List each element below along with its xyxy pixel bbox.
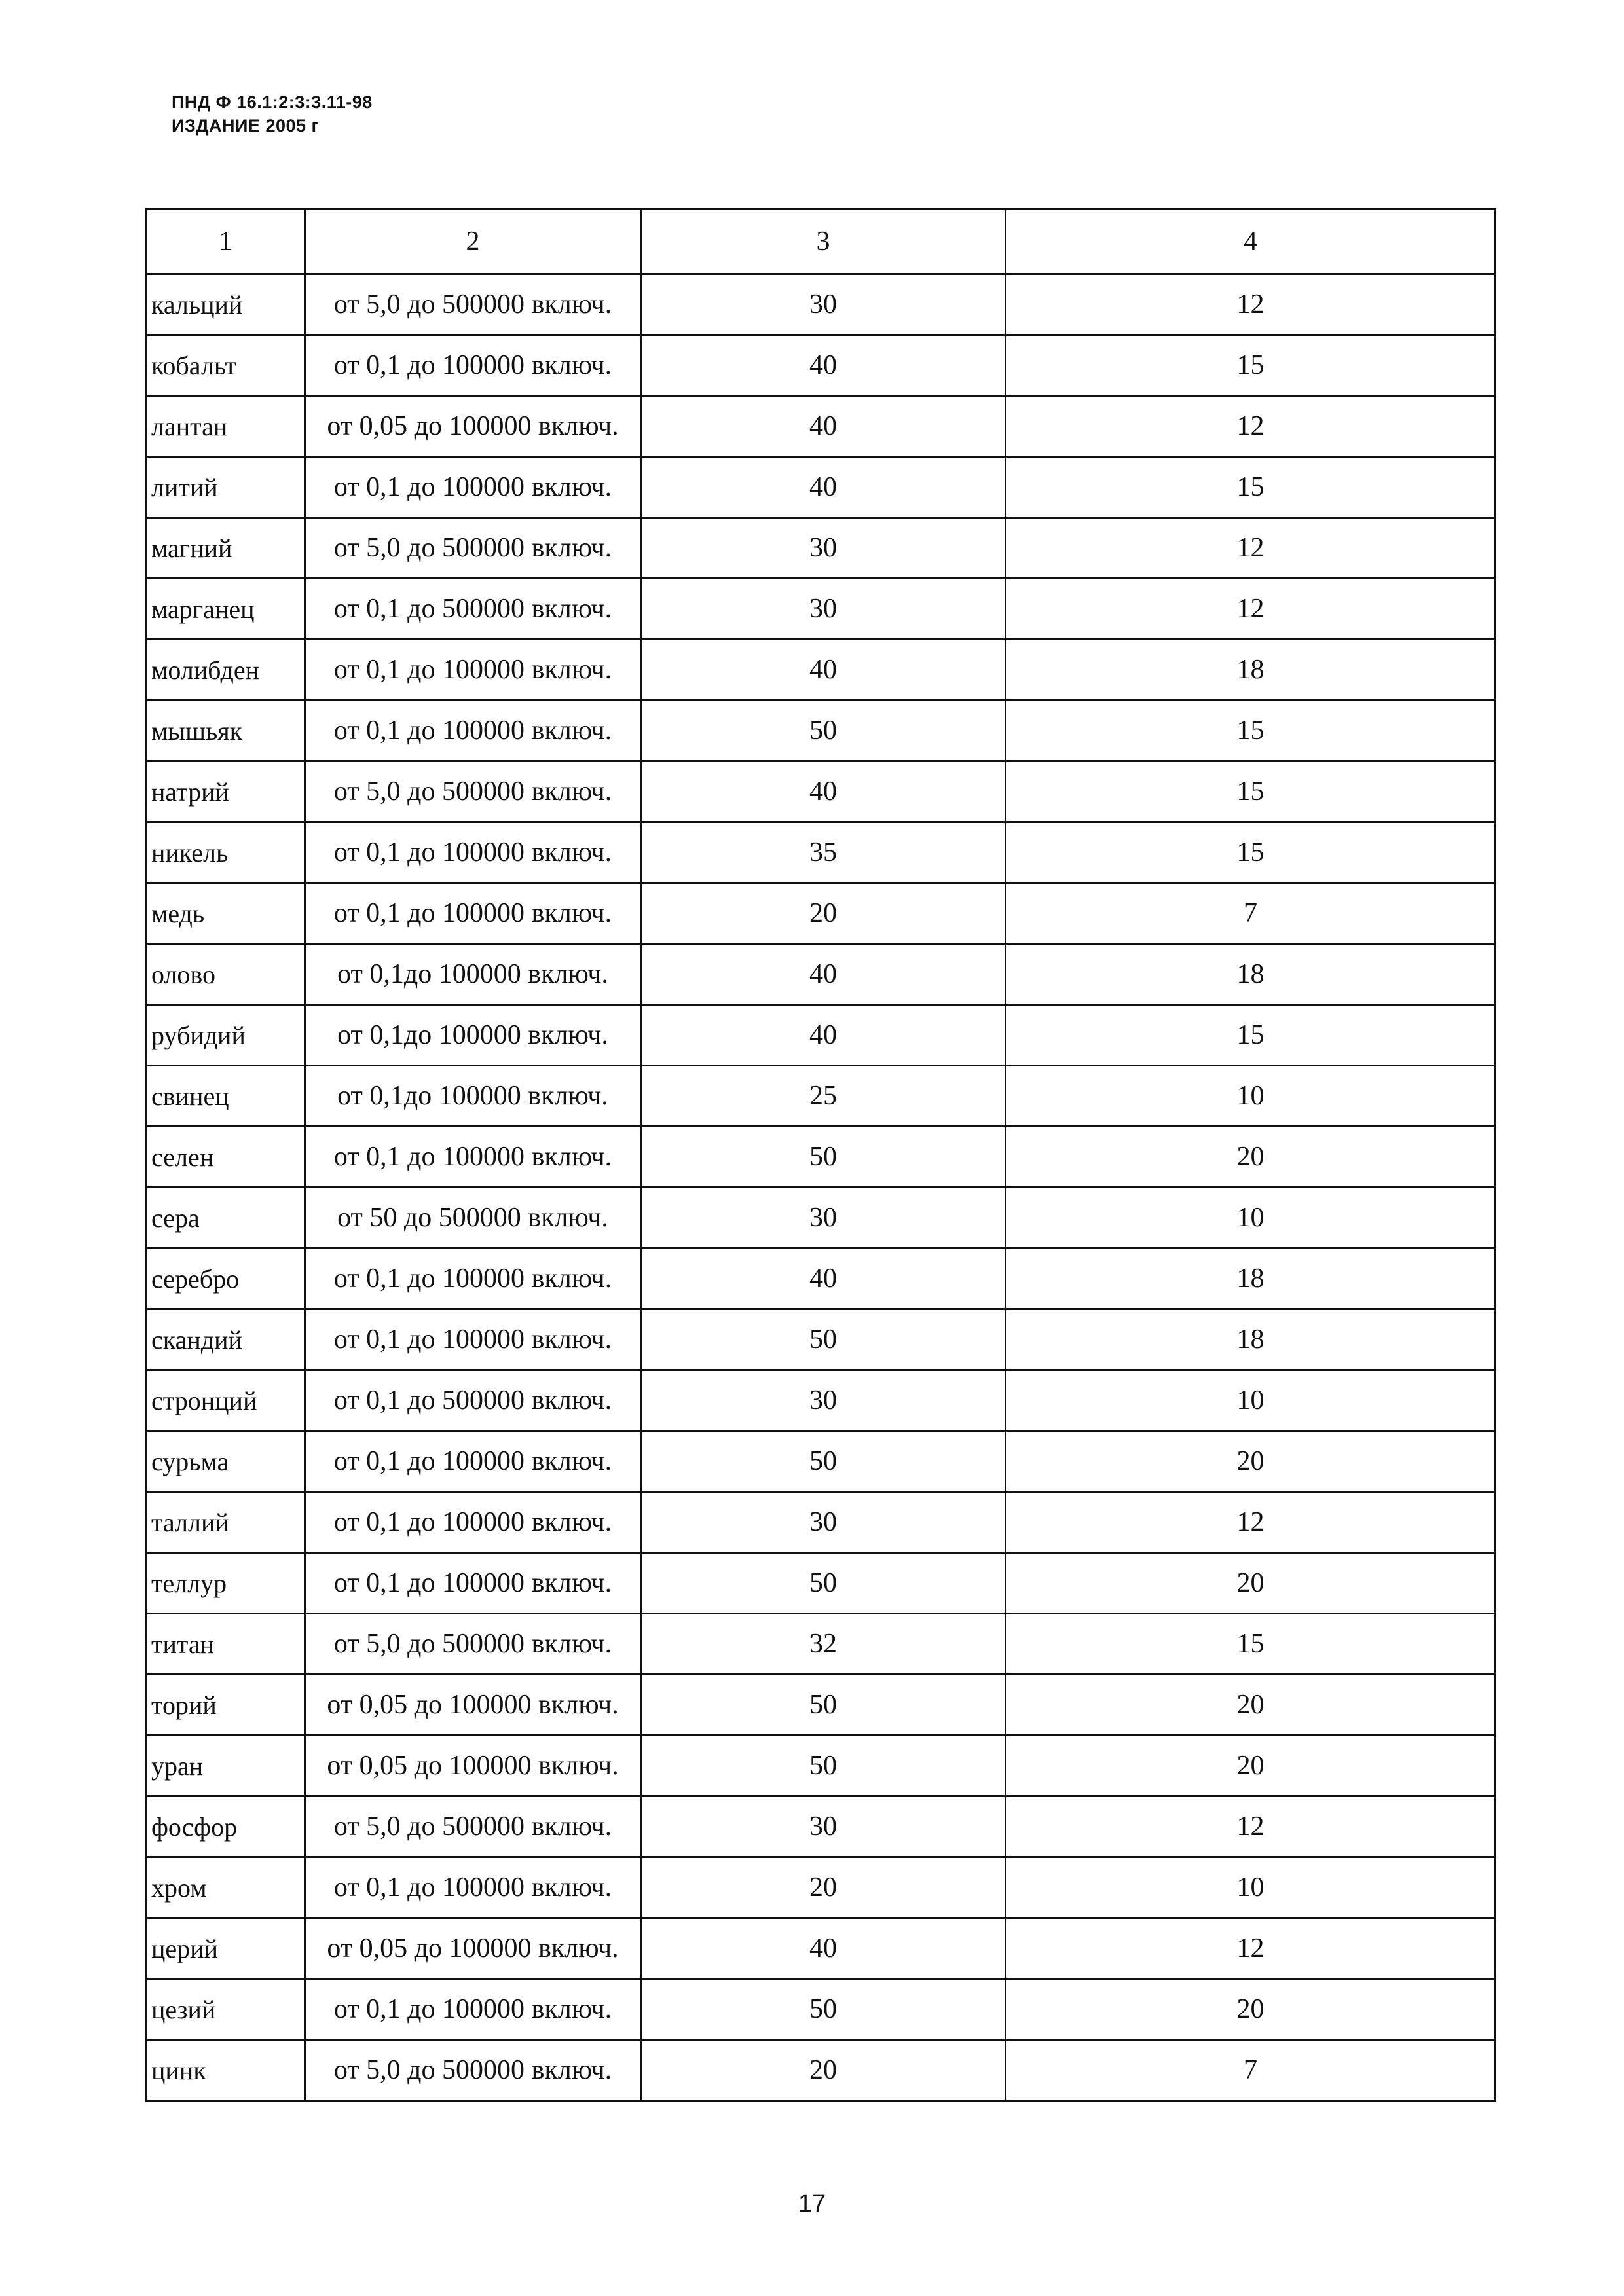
element-cell: церий <box>147 1918 305 1979</box>
table-row <box>147 1309 1496 1370</box>
value-col4-cell: 20 <box>1006 1736 1496 1796</box>
value-col4-cell: 10 <box>1006 1857 1496 1918</box>
column-header-3: 3 <box>641 210 1006 274</box>
range-cell: от 0,1 до 100000 включ. <box>305 1431 641 1492</box>
value-col3-cell: 30 <box>641 518 1006 579</box>
range-cell: от 0,1 до 100000 включ. <box>305 701 641 761</box>
table-row <box>147 1614 1496 1675</box>
value-col4-cell: 20 <box>1006 1675 1496 1736</box>
value-col3-cell: 50 <box>641 1309 1006 1370</box>
element-cell: селен <box>147 1127 305 1188</box>
range-cell: от 5,0 до 500000 включ. <box>305 518 641 579</box>
table-row <box>147 2040 1496 2101</box>
column-header-2: 2 <box>305 210 641 274</box>
element-cell: стронций <box>147 1370 305 1431</box>
column-header-4: 4 <box>1006 210 1496 274</box>
table-row <box>147 883 1496 944</box>
value-col4-cell: 15 <box>1006 761 1496 822</box>
element-cell: никель <box>147 822 305 883</box>
value-col3-cell: 30 <box>641 1492 1006 1553</box>
element-cell: уран <box>147 1736 305 1796</box>
range-cell: от 5,0 до 500000 включ. <box>305 761 641 822</box>
value-col4-cell: 7 <box>1006 883 1496 944</box>
range-cell: от 0,05 до 100000 включ. <box>305 1736 641 1796</box>
element-cell: магний <box>147 518 305 579</box>
document-code: ПНД Ф 16.1:2:3:3.11-98 <box>172 92 373 112</box>
range-cell: от 0,1 до 100000 включ. <box>305 822 641 883</box>
value-col4-cell: 18 <box>1006 640 1496 701</box>
table-row <box>147 1127 1496 1188</box>
value-col4-cell: 12 <box>1006 579 1496 640</box>
range-cell: от 0,1до 100000 включ. <box>305 1005 641 1066</box>
value-col4-cell: 12 <box>1006 1492 1496 1553</box>
element-cell: серебро <box>147 1248 305 1309</box>
value-col3-cell: 40 <box>641 640 1006 701</box>
page-number: 17 <box>798 2190 826 2217</box>
table-header-row <box>147 210 1496 274</box>
element-cell: кобальт <box>147 335 305 396</box>
table-body <box>147 210 1496 2101</box>
value-col4-cell: 15 <box>1006 457 1496 518</box>
element-cell: молибден <box>147 640 305 701</box>
element-cell: натрий <box>147 761 305 822</box>
element-cell: фосфор <box>147 1796 305 1857</box>
table-row <box>147 1675 1496 1736</box>
table-row <box>147 1066 1496 1127</box>
element-cell: таллий <box>147 1492 305 1553</box>
range-cell: от 0,05 до 100000 включ. <box>305 1918 641 1979</box>
value-col4-cell: 10 <box>1006 1188 1496 1248</box>
value-col3-cell: 50 <box>641 1127 1006 1188</box>
edition-label: ИЗДАНИЕ 2005 г <box>172 116 320 136</box>
value-col4-cell: 15 <box>1006 1614 1496 1675</box>
value-col3-cell: 50 <box>641 1675 1006 1736</box>
range-cell: от 0,1 до 100000 включ. <box>305 1979 641 2040</box>
value-col4-cell: 12 <box>1006 274 1496 335</box>
value-col3-cell: 20 <box>641 2040 1006 2101</box>
value-col4-cell: 10 <box>1006 1066 1496 1127</box>
range-cell: от 0,1 до 500000 включ. <box>305 579 641 640</box>
table-row <box>147 396 1496 457</box>
table-row <box>147 1918 1496 1979</box>
value-col4-cell: 15 <box>1006 701 1496 761</box>
value-col4-cell: 20 <box>1006 1979 1496 2040</box>
range-cell: от 0,1 до 100000 включ. <box>305 1248 641 1309</box>
table-row <box>147 1492 1496 1553</box>
range-cell: от 0,1 до 100000 включ. <box>305 1492 641 1553</box>
element-cell: хром <box>147 1857 305 1918</box>
element-cell: теллур <box>147 1553 305 1614</box>
value-col3-cell: 40 <box>641 1918 1006 1979</box>
value-col4-cell: 10 <box>1006 1370 1496 1431</box>
range-cell: от 0,1до 100000 включ. <box>305 944 641 1005</box>
range-cell: от 5,0 до 500000 включ. <box>305 274 641 335</box>
table-row <box>147 335 1496 396</box>
value-col3-cell: 40 <box>641 944 1006 1005</box>
value-col4-cell: 15 <box>1006 335 1496 396</box>
table-row <box>147 457 1496 518</box>
page-header <box>172 90 373 137</box>
value-col3-cell: 40 <box>641 396 1006 457</box>
value-col4-cell: 12 <box>1006 518 1496 579</box>
value-col4-cell: 12 <box>1006 1796 1496 1857</box>
value-col3-cell: 20 <box>641 1857 1006 1918</box>
table-row <box>147 640 1496 701</box>
value-col3-cell: 40 <box>641 457 1006 518</box>
range-cell: от 0,1 до 100000 включ. <box>305 1857 641 1918</box>
range-cell: от 0,1 до 100000 включ. <box>305 457 641 518</box>
range-cell: от 0,1 до 100000 включ. <box>305 1127 641 1188</box>
value-col3-cell: 50 <box>641 1736 1006 1796</box>
range-cell: от 0,1 до 500000 включ. <box>305 1370 641 1431</box>
value-col4-cell: 20 <box>1006 1553 1496 1614</box>
element-cell: медь <box>147 883 305 944</box>
element-cell: сурьма <box>147 1431 305 1492</box>
range-cell: от 0,1до 100000 включ. <box>305 1066 641 1127</box>
element-cell: торий <box>147 1675 305 1736</box>
value-col4-cell: 15 <box>1006 1005 1496 1066</box>
value-col3-cell: 50 <box>641 1553 1006 1614</box>
element-cell: титан <box>147 1614 305 1675</box>
value-col3-cell: 40 <box>641 1005 1006 1066</box>
table-row <box>147 1736 1496 1796</box>
range-cell: от 0,1 до 100000 включ. <box>305 640 641 701</box>
value-col3-cell: 25 <box>641 1066 1006 1127</box>
value-col3-cell: 35 <box>641 822 1006 883</box>
table-row <box>147 518 1496 579</box>
element-cell: цинк <box>147 2040 305 2101</box>
element-cell: рубидий <box>147 1005 305 1066</box>
table-row <box>147 944 1496 1005</box>
element-cell: свинец <box>147 1066 305 1127</box>
value-col4-cell: 12 <box>1006 1918 1496 1979</box>
value-col3-cell: 50 <box>641 701 1006 761</box>
table-row <box>147 1796 1496 1857</box>
value-col3-cell: 20 <box>641 883 1006 944</box>
range-cell: от 0,1 до 100000 включ. <box>305 1309 641 1370</box>
table-row <box>147 822 1496 883</box>
value-col3-cell: 40 <box>641 1248 1006 1309</box>
range-cell: от 0,05 до 100000 включ. <box>305 396 641 457</box>
value-col4-cell: 18 <box>1006 944 1496 1005</box>
table-row <box>147 1979 1496 2040</box>
range-cell: от 0,1 до 100000 включ. <box>305 1553 641 1614</box>
element-cell: лантан <box>147 396 305 457</box>
value-col3-cell: 40 <box>641 761 1006 822</box>
value-col4-cell: 18 <box>1006 1309 1496 1370</box>
element-cell: кальций <box>147 274 305 335</box>
column-header-1: 1 <box>147 210 305 274</box>
element-cell: скандий <box>147 1309 305 1370</box>
value-col4-cell: 20 <box>1006 1127 1496 1188</box>
element-cell: сера <box>147 1188 305 1248</box>
table-row <box>147 1431 1496 1492</box>
value-col4-cell: 15 <box>1006 822 1496 883</box>
value-col3-cell: 32 <box>641 1614 1006 1675</box>
value-col3-cell: 50 <box>641 1431 1006 1492</box>
value-col4-cell: 7 <box>1006 2040 1496 2101</box>
value-col3-cell: 30 <box>641 1370 1006 1431</box>
element-cell: марганец <box>147 579 305 640</box>
table-row <box>147 1005 1496 1066</box>
value-col4-cell: 12 <box>1006 396 1496 457</box>
value-col3-cell: 30 <box>641 1188 1006 1248</box>
element-cell: мышьяк <box>147 701 305 761</box>
table-row <box>147 1857 1496 1918</box>
range-cell: от 0,05 до 100000 включ. <box>305 1675 641 1736</box>
range-cell: от 5,0 до 500000 включ. <box>305 2040 641 2101</box>
table-row <box>147 274 1496 335</box>
element-cell: цезий <box>147 1979 305 2040</box>
element-cell: олово <box>147 944 305 1005</box>
value-col3-cell: 30 <box>641 579 1006 640</box>
value-col3-cell: 40 <box>641 335 1006 396</box>
value-col3-cell: 30 <box>641 1796 1006 1857</box>
data-table <box>145 208 1496 2102</box>
table-row <box>147 579 1496 640</box>
table-row <box>147 1553 1496 1614</box>
table-row <box>147 1188 1496 1248</box>
value-col3-cell: 30 <box>641 274 1006 335</box>
table-row <box>147 761 1496 822</box>
range-cell: от 5,0 до 500000 включ. <box>305 1614 641 1675</box>
range-cell: от 5,0 до 500000 включ. <box>305 1796 641 1857</box>
table-row <box>147 1248 1496 1309</box>
range-cell: от 50 до 500000 включ. <box>305 1188 641 1248</box>
table-row <box>147 701 1496 761</box>
range-cell: от 0,1 до 100000 включ. <box>305 883 641 944</box>
element-cell: литий <box>147 457 305 518</box>
value-col4-cell: 18 <box>1006 1248 1496 1309</box>
range-cell: от 0,1 до 100000 включ. <box>305 335 641 396</box>
table-row <box>147 1370 1496 1431</box>
value-col4-cell: 20 <box>1006 1431 1496 1492</box>
value-col3-cell: 50 <box>641 1979 1006 2040</box>
